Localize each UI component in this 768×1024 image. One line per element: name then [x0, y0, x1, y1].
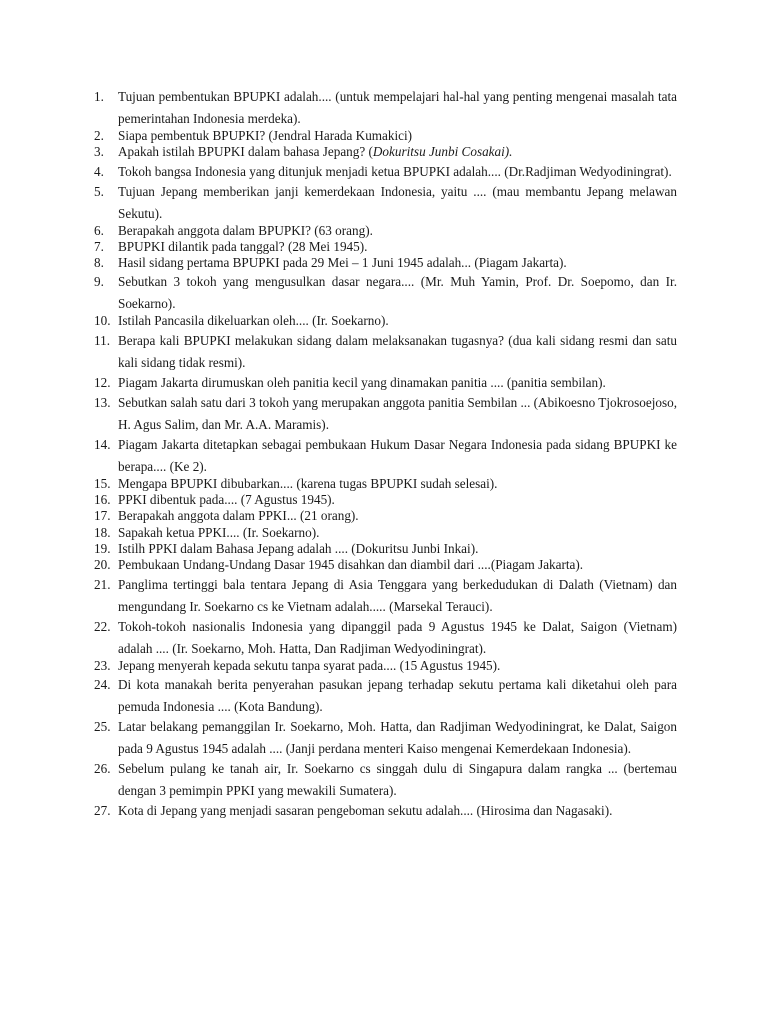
- item-number: 13.: [94, 394, 111, 410]
- item-number: 4.: [94, 163, 104, 179]
- item-number: 1.: [94, 89, 104, 104]
- list-item: [94, 658, 677, 674]
- item-number: 22.: [94, 618, 111, 634]
- list-item: [94, 255, 677, 271]
- list-item: [94, 86, 677, 130]
- item-number: 26.: [94, 760, 111, 776]
- item-text: Piagam Jakarta dirumuskan oleh panitia kecil yang dinamakan panitia .... (panitia sembilan).: [118, 374, 606, 390]
- item-number: 17.: [94, 508, 111, 524]
- list-item: [94, 330, 677, 374]
- item-number: 8.: [94, 255, 104, 271]
- list-item: [94, 800, 677, 822]
- item-number: 3.: [94, 144, 104, 160]
- question-list: [94, 86, 677, 820]
- item-number: 16.: [94, 492, 111, 508]
- item-text: Berapakah anggota dalam BPUPKI? (63 orang).: [118, 222, 373, 238]
- list-item: [94, 239, 677, 255]
- list-item: [94, 144, 677, 160]
- list-item: [94, 128, 677, 144]
- item-text: Hasil sidang pertama BPUPKI pada 29 Mei – 1 Juni 1945 adalah... (Piagam Jakarta).: [118, 255, 567, 271]
- item-text: Piagam Jakarta ditetapkan sebagai pembukaan Hukum Dasar Negara Indonesia pada sidang BPUPKI ke berapa.... (Ke 2).: [118, 436, 677, 474]
- item-text-italic: Dokuritsu Junbi Cosakai).: [372, 144, 513, 160]
- item-text: Kota di Jepang yang menjadi sasaran pengeboman sekutu adalah.... (Hirosima dan Nagasaki).: [118, 802, 613, 818]
- list-item: [94, 223, 677, 239]
- item-number: 21.: [94, 576, 111, 592]
- item-text: Sapakah ketua PPKI.... (Ir. Soekarno).: [118, 524, 320, 540]
- item-text: BPUPKI dilantik pada tanggal? (28 Mei 1945).: [118, 238, 368, 254]
- item-number: 18.: [94, 524, 111, 540]
- item-text: Tokoh bangsa Indonesia yang ditunjuk menjadi ketua BPUPKI adalah.... (Dr.Radjiman Wedyodiningrat).: [118, 163, 672, 179]
- item-number: 20.: [94, 557, 111, 573]
- list-item: [94, 271, 677, 315]
- list-item: [94, 492, 677, 508]
- list-item: [94, 372, 677, 394]
- item-text: Tokoh-tokoh nasionalis Indonesia yang dipanggil pada 9 Agustus 1945 ke Dalat, Saigon (Vietnam) adalah .... (Ir. Soekarno, Moh. Hatta, Dan Radjiman Wedyodiningrat).: [118, 618, 677, 656]
- item-number: 15.: [94, 475, 111, 491]
- item-text: [118, 144, 677, 160]
- list-item: [94, 616, 677, 660]
- list-item: [94, 476, 677, 492]
- list-item: [94, 161, 677, 183]
- item-text: Siapa pembentuk BPUPKI? (Jendral Harada Kumakici): [118, 128, 413, 143]
- item-number: 24.: [94, 676, 111, 692]
- item-text: Sebutkan 3 tokoh yang mengusulkan dasar negara.... (Mr. Muh Yamin, Prof. Dr. Soepomo, dan Ir. Soekarno).: [118, 274, 677, 312]
- item-number: 5.: [94, 183, 104, 199]
- item-number: 11.: [94, 332, 110, 348]
- item-text: Berapa kali BPUPKI melakukan sidang dalam melaksanakan tugasnya? (dua kali sidang resmi dan satu kali sidang tidak resmi).: [118, 332, 677, 370]
- item-text: Tujuan pembentukan BPUPKI adalah.... (untuk mempelajari hal-hal yang penting mengenai masalah tata pemerintahan Indonesia merdeka).: [118, 89, 677, 126]
- item-number: 14.: [94, 436, 111, 452]
- item-number: 12.: [94, 374, 111, 390]
- list-item: [94, 557, 677, 573]
- list-item: [94, 181, 677, 225]
- item-number: 10.: [94, 313, 111, 329]
- item-text: Mengapa BPUPKI dibubarkan.... (karena tugas BPUPKI sudah selesai).: [118, 475, 498, 491]
- item-text: Istilh PPKI dalam Bahasa Jepang adalah .... (Dokuritsu Junbi Inkai).: [118, 540, 479, 556]
- item-number: 19.: [94, 540, 111, 556]
- item-text: Panglima tertinggi bala tentara Jepang di Asia Tenggara yang berkedudukan di Dalath (Vietnam) dan mengundang Ir. Soekarno cs ke Vietnam adalah..... (Marsekal Terauci).: [118, 576, 677, 614]
- item-number: 9.: [94, 274, 104, 290]
- item-text: Sebutkan salah satu dari 3 tokoh yang merupakan anggota panitia Sembilan ... (Abikoesno Tjokrosoejoso, H. Agus Salim, dan Mr. A.A. Maramis).: [118, 394, 678, 432]
- item-number: 23.: [94, 657, 111, 673]
- item-number: 6.: [94, 222, 104, 238]
- item-text: Di kota manakah berita penyerahan pasukan jepang terhadap sekutu pertama kali diketahui oleh para pemuda Indonesia .... (Kota Bandung).: [118, 676, 677, 714]
- list-item: [94, 674, 677, 718]
- list-item: [94, 541, 677, 557]
- item-text-part: Apakah istilah BPUPKI dalam bahasa Jepang? (: [118, 144, 373, 160]
- list-item: [94, 525, 677, 541]
- item-text: Jepang menyerah kepada sekutu tanpa syarat pada.... (15 Agustus 1945).: [118, 657, 501, 673]
- list-item: [94, 313, 677, 329]
- item-number: 25.: [94, 718, 111, 734]
- item-text: PPKI dibentuk pada.... (7 Agustus 1945).: [118, 492, 335, 508]
- list-item: [94, 434, 677, 478]
- item-number: 2.: [94, 128, 104, 143]
- item-text: Tujuan Jepang memberikan janji kemerdekaan Indonesia, yaitu .... (mau membantu Jepang melawan Sekutu).: [118, 183, 677, 221]
- item-text: Berapakah anggota dalam PPKI... (21 orang).: [118, 508, 359, 524]
- item-text: Sebelum pulang ke tanah air, Ir. Soekarno cs singgah dulu di Singapura dalam rangka ... (bertemau dengan 3 pemimpin PPKI yang mewakili Sumatera).: [118, 760, 677, 798]
- list-item: [94, 758, 677, 802]
- list-item: [94, 392, 677, 436]
- item-text: Istilah Pancasila dikeluarkan oleh.... (Ir. Soekarno).: [118, 313, 389, 329]
- list-item: [94, 508, 677, 524]
- list-item: [94, 716, 677, 760]
- list-item: [94, 574, 677, 618]
- item-number: 27.: [94, 802, 111, 818]
- item-text: Latar belakang pemanggilan Ir. Soekarno, Moh. Hatta, dan Radjiman Wedyodiningrat, ke Dalat, Saigon pada 9 Agustus 1945 adalah .... (Janji perdana menteri Kaiso mengenai Kemerdekaan Indonesia).: [118, 718, 677, 756]
- item-number: 7.: [94, 238, 104, 254]
- item-text: Pembukaan Undang-Undang Dasar 1945 disahkan dan diambil dari ....(Piagam Jakarta).: [118, 557, 584, 573]
